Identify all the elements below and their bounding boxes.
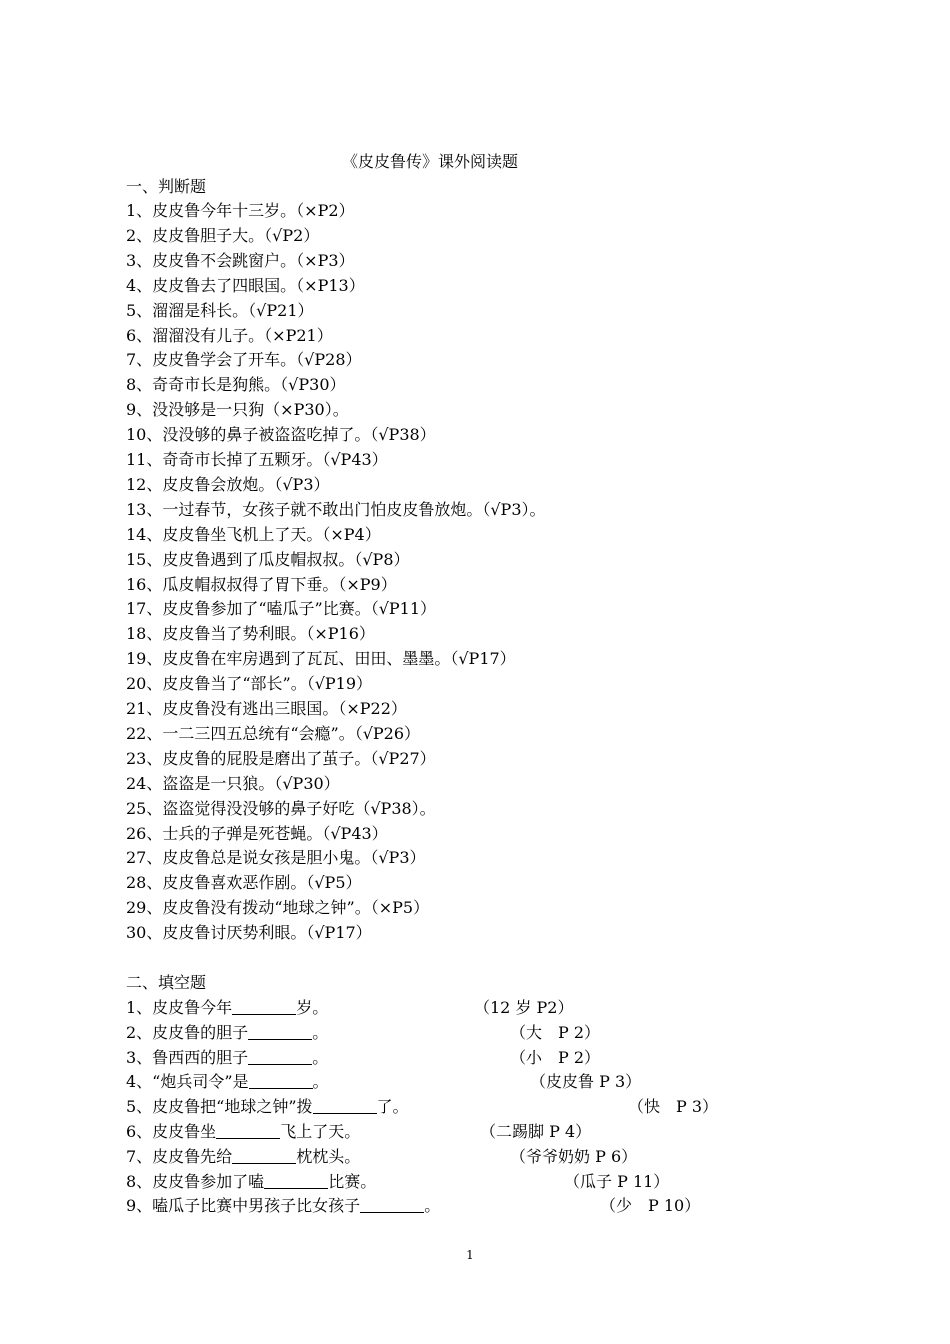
judgment-item: 11、奇奇市长掉了五颗牙。（√P43） [126,450,388,469]
fill-in-prompt: 1、皮皮鲁今年 [126,998,233,1017]
judgment-item: 18、皮皮鲁当了势利眼。（×P16） [126,624,375,644]
fill-in-item [126,1070,642,1094]
fill-in-answer: （大 P 2） [510,1022,601,1042]
fill-in-item [126,1145,638,1169]
judgment-item: 23、皮皮鲁的屁股是磨出了茧子。（√P27） [126,748,436,768]
fill-in-prompt: 3、鲁西西的胆子 [126,1047,249,1067]
fill-in-answer: （爷爷奶奶 P 6） [510,1146,638,1166]
judgment-item: 26、士兵的子弹是死苍蝇。（√P43） [126,823,388,843]
judgment-item: 16、瓜皮帽叔叔得了胃下垂。（×P9） [126,574,397,594]
fill-in-blank [248,1048,312,1065]
fill-in-item [126,1194,701,1218]
fill-in-item [126,1095,719,1119]
judgment-item: 22、一二三四五总统有“会瘾”。（√P26） [126,723,421,743]
judgment-item: 17、皮皮鲁参加了“嗑瓜子”比赛。（√P11） [126,599,437,619]
fill-in-suffix: 飞上了天。 [280,1122,361,1141]
fill-in-answer: （少 P 10） [600,1196,701,1216]
judgment-item: 1、皮皮鲁今年十三岁。（×P2） [126,201,355,220]
page-title: 《皮皮鲁传》课外阅读题 [341,152,518,171]
judgment-item: 2、皮皮鲁胆子大。（√P2） [126,225,320,245]
fill-in-answer: （小 P 2） [510,1047,601,1067]
fill-in-item [126,1170,670,1194]
fill-in-blank [249,1072,313,1089]
fill-in-blank [248,1023,312,1040]
fill-in-prompt: 7、皮皮鲁先给 [126,1146,233,1166]
judgment-item: 12、皮皮鲁会放炮。（√P3） [126,474,330,494]
judgment-item: 19、皮皮鲁在牢房遇到了瓦瓦、田田、墨墨。（√P17） [126,649,516,669]
fill-in-answer: （12 岁 P2） [474,998,574,1017]
fill-in-suffix: 岁。 [296,998,329,1017]
fill-in-answer: （瓜子 P 11） [564,1171,670,1191]
fill-in-suffix: 。 [424,1196,441,1216]
fill-in-item [126,1120,592,1144]
fill-in-answer: （快 P 3） [628,1097,719,1117]
judgment-item: 29、皮皮鲁没有拨动“地球之钟”。（×P5） [126,898,430,918]
fill-in-prompt: 8、皮皮鲁参加了嗑 [126,1171,265,1191]
judgment-item: 30、皮皮鲁讨厌势利眼。（√P17） [126,923,372,943]
judgment-item: 9、没没够是一只狗（×P30）。 [126,400,349,420]
judgment-item: 21、皮皮鲁没有逃出三眼国。（×P22） [126,699,407,718]
judgment-item: 28、皮皮鲁喜欢恶作剧。（√P5） [126,873,362,893]
fill-in-prompt: 4、“炮兵司令”是 [126,1072,249,1092]
fill-in-blank [360,1196,424,1213]
fill-in-suffix: 枕枕头。 [296,1146,361,1166]
judgment-item: 7、皮皮鲁学会了开车。（√P28） [126,350,362,370]
judgment-item: 4、皮皮鲁去了四眼国。（×P13） [126,275,365,295]
fill-in-suffix: 了。 [376,1097,409,1117]
fill-in-suffix: 。 [312,1022,329,1042]
fill-in-prompt: 5、皮皮鲁把“地球之钟”拨 [126,1097,313,1117]
fill-in-blank [232,998,296,1015]
judgment-item: 10、没没够的鼻子被盗盗吃掉了。（√P38） [126,425,436,445]
fill-in-item [126,996,574,1020]
fill-in-prompt: 2、皮皮鲁的胆子 [126,1022,249,1042]
fill-in-blank [264,1172,328,1189]
judgment-item: 13、一过春节，女孩子就不敢出门怕皮皮鲁放炮。（√P3）。 [126,499,546,519]
judgment-item: 8、奇奇市长是狗熊。（√P30） [126,375,346,395]
fill-in-suffix: 比赛。 [328,1171,377,1191]
judgment-item: 5、溜溜是科长。（√P21） [126,300,314,320]
fill-in-prompt: 9、嗑瓜子比赛中男孩子比女孩子 [126,1196,361,1216]
judgment-item: 24、盗盗是一只狼。（√P30） [126,773,340,793]
judgment-item: 14、皮皮鲁坐飞机上了天。（×P4） [126,524,381,544]
judgment-item: 27、皮皮鲁总是说女孩是胆小鬼。（√P3） [126,848,426,868]
fill-in-prompt: 6、皮皮鲁坐 [126,1122,217,1141]
fill-in-suffix: 。 [312,1072,329,1092]
judgment-item: 25、盗盗觉得没没够的鼻子好吃（√P38）。 [126,798,436,818]
page-number: 1 [466,1248,474,1262]
fill-in-blank [216,1122,280,1139]
judgment-item: 6、溜溜没有儿子。（×P21） [126,325,333,345]
judgment-item: 3、皮皮鲁不会跳窗户。（×P3） [126,250,355,270]
fill-in-suffix: 。 [312,1047,329,1067]
judgment-item: 15、皮皮鲁遇到了瓜皮帽叔叔。（√P8） [126,549,410,569]
fill-in-item [126,1046,601,1070]
fill-in-heading: 二、填空题 [126,973,207,992]
fill-in-answer: （二踢脚 P 4） [480,1122,592,1141]
judgment-heading: 一、判断题 [126,177,207,196]
judgment-item: 20、皮皮鲁当了“部长”。（√P19） [126,674,373,694]
fill-in-answer: （皮皮鲁 P 3） [530,1072,642,1092]
fill-in-blank [232,1147,296,1164]
fill-in-blank [313,1097,377,1114]
fill-in-item [126,1021,601,1045]
